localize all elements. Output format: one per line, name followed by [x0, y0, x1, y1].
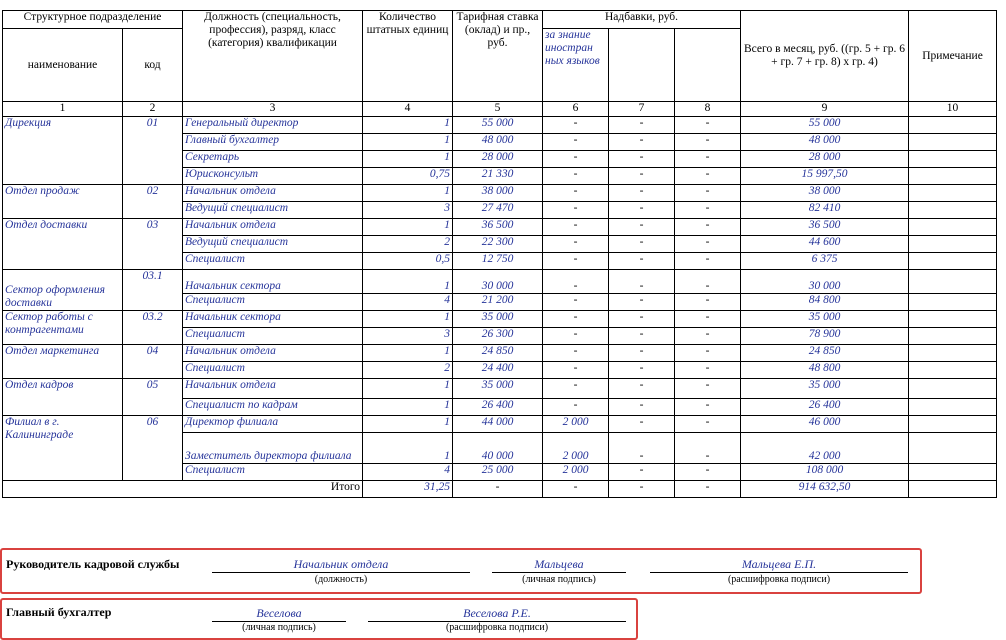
allowance-language: - [543, 379, 609, 399]
tariff-rate: 40 000 [453, 433, 543, 464]
header-rate: Тарифная ставка (оклад) и пр., руб. [453, 11, 543, 102]
allowance-language: - [543, 345, 609, 362]
tariff-rate: 48 000 [453, 134, 543, 151]
monthly-total: 108 000 [741, 464, 909, 481]
allowance-8: - [675, 345, 741, 362]
position-title: Юрисконсульт [183, 168, 363, 185]
allowance-language: - [543, 219, 609, 236]
department-code: 04 [123, 345, 183, 379]
monthly-total: 35 000 [741, 311, 909, 328]
allowance-7: - [609, 151, 675, 168]
totals-note [909, 481, 997, 498]
department-name: Отдел продаж [3, 185, 123, 219]
monthly-total: 48 000 [741, 134, 909, 151]
allowance-language: 2 000 [543, 464, 609, 481]
hr-decode-field[interactable]: Мальцева Е.П. [650, 557, 908, 573]
staff-count: 3 [363, 328, 453, 345]
column-number: 2 [123, 102, 183, 117]
totals-a6: - [543, 481, 609, 498]
tariff-rate: 24 400 [453, 362, 543, 379]
tariff-rate: 35 000 [453, 379, 543, 399]
allowance-8: - [675, 311, 741, 328]
totals-row [3, 481, 997, 498]
table-row [3, 345, 997, 362]
hr-signature-caption: (личная подпись) [522, 574, 596, 585]
allowance-7: - [609, 117, 675, 134]
table-row [3, 117, 997, 134]
hr-position-caption: (должность) [314, 574, 368, 585]
allowance-language: - [543, 151, 609, 168]
column-number: 7 [609, 102, 675, 117]
tariff-rate: 26 300 [453, 328, 543, 345]
staff-count: 1 [363, 185, 453, 202]
column-number: 10 [909, 102, 997, 117]
allowance-8: - [675, 416, 741, 433]
position-title: Секретарь [183, 151, 363, 168]
allowance-language: - [543, 134, 609, 151]
allowance-7: - [609, 399, 675, 416]
staff-count: 0,5 [363, 253, 453, 270]
position-title: Заместитель директора филиала [183, 433, 363, 464]
department-code: 03.1 [123, 270, 183, 311]
tariff-rate: 30 000 [453, 270, 543, 294]
position-title: Начальник отдела [183, 219, 363, 236]
note-cell [909, 151, 997, 168]
position-title: Директор филиала [183, 416, 363, 433]
allowance-8: - [675, 379, 741, 399]
accountant-signature-caption: (личная подпись) [242, 622, 316, 633]
column-number: 8 [675, 102, 741, 117]
table-row [3, 185, 997, 202]
header-note: Примечание [909, 11, 997, 102]
monthly-total: 44 600 [741, 236, 909, 253]
position-title: Начальник сектора [183, 270, 363, 294]
allowance-7: - [609, 379, 675, 399]
header-position: Должность (специальность, профессия), разряд, класс (категория) квалификации [183, 11, 363, 102]
note-cell [909, 134, 997, 151]
totals-a7: - [609, 481, 675, 498]
allowance-7: - [609, 202, 675, 219]
staff-count: 1 [363, 416, 453, 433]
position-title: Начальник отдела [183, 345, 363, 362]
allowance-8: - [675, 168, 741, 185]
allowance-language: - [543, 362, 609, 379]
allowance-language: - [543, 311, 609, 328]
note-cell [909, 433, 997, 464]
allowance-language: - [543, 294, 609, 311]
note-cell [909, 294, 997, 311]
header-allow-lang: за знание иностран ных языков [543, 29, 609, 102]
column-number: 5 [453, 102, 543, 117]
allowance-7: - [609, 311, 675, 328]
tariff-rate: 25 000 [453, 464, 543, 481]
staff-count: 0,75 [363, 168, 453, 185]
department-code: 02 [123, 185, 183, 219]
note-cell [909, 399, 997, 416]
tariff-rate: 28 000 [453, 151, 543, 168]
tariff-rate: 22 300 [453, 236, 543, 253]
allowance-7: - [609, 253, 675, 270]
allowance-7: - [609, 270, 675, 294]
position-title: Специалист [183, 464, 363, 481]
monthly-total: 48 800 [741, 362, 909, 379]
monthly-total: 35 000 [741, 379, 909, 399]
staff-count: 1 [363, 117, 453, 134]
department-code: 05 [123, 379, 183, 416]
position-title: Специалист [183, 362, 363, 379]
allowance-8: - [675, 253, 741, 270]
table-row [3, 379, 997, 399]
column-number: 9 [741, 102, 909, 117]
accountant-decode-caption: (расшифровка подписи) [445, 622, 549, 633]
position-title: Специалист [183, 294, 363, 311]
staff-count: 1 [363, 399, 453, 416]
header-struct-unit: Структурное подразделение [3, 11, 183, 29]
department-code: 01 [123, 117, 183, 185]
header-allow-7 [609, 29, 675, 102]
accountant-decode-field[interactable]: Веселова Р.Е. [368, 606, 626, 622]
allowance-7: - [609, 433, 675, 464]
allowance-7: - [609, 134, 675, 151]
header-count: Количество штатных единиц [363, 11, 453, 102]
note-cell [909, 416, 997, 433]
department-name: Сектор оформления доставки [3, 270, 123, 311]
tariff-rate: 36 500 [453, 219, 543, 236]
tariff-rate: 26 400 [453, 399, 543, 416]
header-allow-8 [675, 29, 741, 102]
allowance-8: - [675, 328, 741, 345]
totals-a8: - [675, 481, 741, 498]
monthly-total: 78 900 [741, 328, 909, 345]
note-cell [909, 270, 997, 294]
note-cell [909, 236, 997, 253]
staff-count: 1 [363, 134, 453, 151]
allowance-language: - [543, 168, 609, 185]
note-cell [909, 379, 997, 399]
monthly-total: 26 400 [741, 399, 909, 416]
staff-count: 1 [363, 311, 453, 328]
table-row [3, 416, 997, 433]
accountant-signature-label: Главный бухгалтер [6, 605, 112, 619]
column-number: 6 [543, 102, 609, 117]
staff-count: 1 [363, 270, 453, 294]
header-total: Всего в месяц, руб. ((гр. 5 + гр. 6 + гр. 7 + гр. 8) x гр. 4) [741, 11, 909, 102]
position-title: Начальник отдела [183, 379, 363, 399]
monthly-total: 24 850 [741, 345, 909, 362]
monthly-total: 42 000 [741, 433, 909, 464]
allowance-8: - [675, 433, 741, 464]
allowance-8: - [675, 464, 741, 481]
note-cell [909, 185, 997, 202]
allowance-7: - [609, 362, 675, 379]
position-title: Специалист [183, 328, 363, 345]
position-title: Генеральный директор [183, 117, 363, 134]
monthly-total: 15 997,50 [741, 168, 909, 185]
allowance-7: - [609, 464, 675, 481]
column-number: 1 [3, 102, 123, 117]
position-title: Главный бухгалтер [183, 134, 363, 151]
allowance-language: 2 000 [543, 433, 609, 464]
department-name: Филиал в г. Калининграде [3, 416, 123, 481]
staff-schedule-table [2, 10, 997, 498]
table-row [3, 311, 997, 328]
header-name: наименование [3, 29, 123, 102]
column-number: 4 [363, 102, 453, 117]
allowance-8: - [675, 117, 741, 134]
note-cell [909, 117, 997, 134]
allowance-language: - [543, 253, 609, 270]
allowance-7: - [609, 345, 675, 362]
tariff-rate: 35 000 [453, 311, 543, 328]
allowance-8: - [675, 185, 741, 202]
note-cell [909, 362, 997, 379]
position-title: Специалист [183, 253, 363, 270]
department-name: Отдел доставки [3, 219, 123, 270]
tariff-rate: 21 330 [453, 168, 543, 185]
allowance-8: - [675, 236, 741, 253]
hr-position-field[interactable]: Начальник отдела [212, 557, 470, 573]
table-row [3, 219, 997, 236]
totals-count: 31,25 [363, 481, 453, 498]
allowance-language: - [543, 236, 609, 253]
department-name: Дирекция [3, 117, 123, 185]
tariff-rate: 38 000 [453, 185, 543, 202]
monthly-total: 28 000 [741, 151, 909, 168]
table-row [3, 270, 997, 294]
department-code: 03.2 [123, 311, 183, 345]
monthly-total: 46 000 [741, 416, 909, 433]
allowance-7: - [609, 328, 675, 345]
allowance-7: - [609, 219, 675, 236]
note-cell [909, 168, 997, 185]
allowance-7: - [609, 168, 675, 185]
totals-total: 914 632,50 [741, 481, 909, 498]
allowance-language: - [543, 328, 609, 345]
column-number: 3 [183, 102, 363, 117]
hr-decode-caption: (расшифровка подписи) [727, 574, 831, 585]
allowance-language: 2 000 [543, 416, 609, 433]
department-code: 06 [123, 416, 183, 481]
note-cell [909, 345, 997, 362]
allowance-language: - [543, 185, 609, 202]
allowance-7: - [609, 294, 675, 311]
header-allowances: Надбавки, руб. [543, 11, 741, 29]
allowance-language: - [543, 202, 609, 219]
department-name: Отдел маркетинга [3, 345, 123, 379]
monthly-total: 82 410 [741, 202, 909, 219]
staff-count: 3 [363, 202, 453, 219]
allowance-7: - [609, 236, 675, 253]
header-code: код [123, 29, 183, 102]
position-title: Начальник отдела [183, 185, 363, 202]
note-cell [909, 328, 997, 345]
staff-count: 1 [363, 151, 453, 168]
tariff-rate: 44 000 [453, 416, 543, 433]
allowance-7: - [609, 416, 675, 433]
staff-count: 1 [363, 433, 453, 464]
allowance-7: - [609, 185, 675, 202]
staff-count: 1 [363, 379, 453, 399]
allowance-8: - [675, 362, 741, 379]
hr-signature-label: Руководитель кадровой службы [6, 557, 180, 571]
allowance-8: - [675, 219, 741, 236]
department-name: Отдел кадров [3, 379, 123, 416]
allowance-8: - [675, 202, 741, 219]
monthly-total: 36 500 [741, 219, 909, 236]
position-title: Начальник сектора [183, 311, 363, 328]
hr-signature-field[interactable]: Мальцева [492, 557, 626, 573]
totals-label: Итого [3, 481, 363, 498]
totals-rate: - [453, 481, 543, 498]
staff-count: 2 [363, 362, 453, 379]
monthly-total: 38 000 [741, 185, 909, 202]
allowance-language: - [543, 117, 609, 134]
tariff-rate: 55 000 [453, 117, 543, 134]
allowance-language: - [543, 399, 609, 416]
department-name: Сектор работы с контрагентами [3, 311, 123, 345]
allowance-8: - [675, 399, 741, 416]
staff-count: 4 [363, 464, 453, 481]
monthly-total: 55 000 [741, 117, 909, 134]
tariff-rate: 24 850 [453, 345, 543, 362]
staff-count: 1 [363, 219, 453, 236]
note-cell [909, 253, 997, 270]
monthly-total: 6 375 [741, 253, 909, 270]
allowance-8: - [675, 270, 741, 294]
staff-count: 2 [363, 236, 453, 253]
note-cell [909, 202, 997, 219]
position-title: Специалист по кадрам [183, 399, 363, 416]
position-title: Ведущий специалист [183, 202, 363, 219]
department-code: 03 [123, 219, 183, 270]
column-numbers-row [3, 102, 997, 117]
monthly-total: 84 800 [741, 294, 909, 311]
monthly-total: 30 000 [741, 270, 909, 294]
tariff-rate: 12 750 [453, 253, 543, 270]
tariff-rate: 21 200 [453, 294, 543, 311]
note-cell [909, 219, 997, 236]
position-title: Ведущий специалист [183, 236, 363, 253]
allowance-language: - [543, 270, 609, 294]
tariff-rate: 27 470 [453, 202, 543, 219]
staff-count: 1 [363, 345, 453, 362]
note-cell [909, 464, 997, 481]
accountant-signature-field[interactable]: Веселова [212, 606, 346, 622]
allowance-8: - [675, 151, 741, 168]
staff-count: 4 [363, 294, 453, 311]
note-cell [909, 311, 997, 328]
allowance-8: - [675, 294, 741, 311]
allowance-8: - [675, 134, 741, 151]
